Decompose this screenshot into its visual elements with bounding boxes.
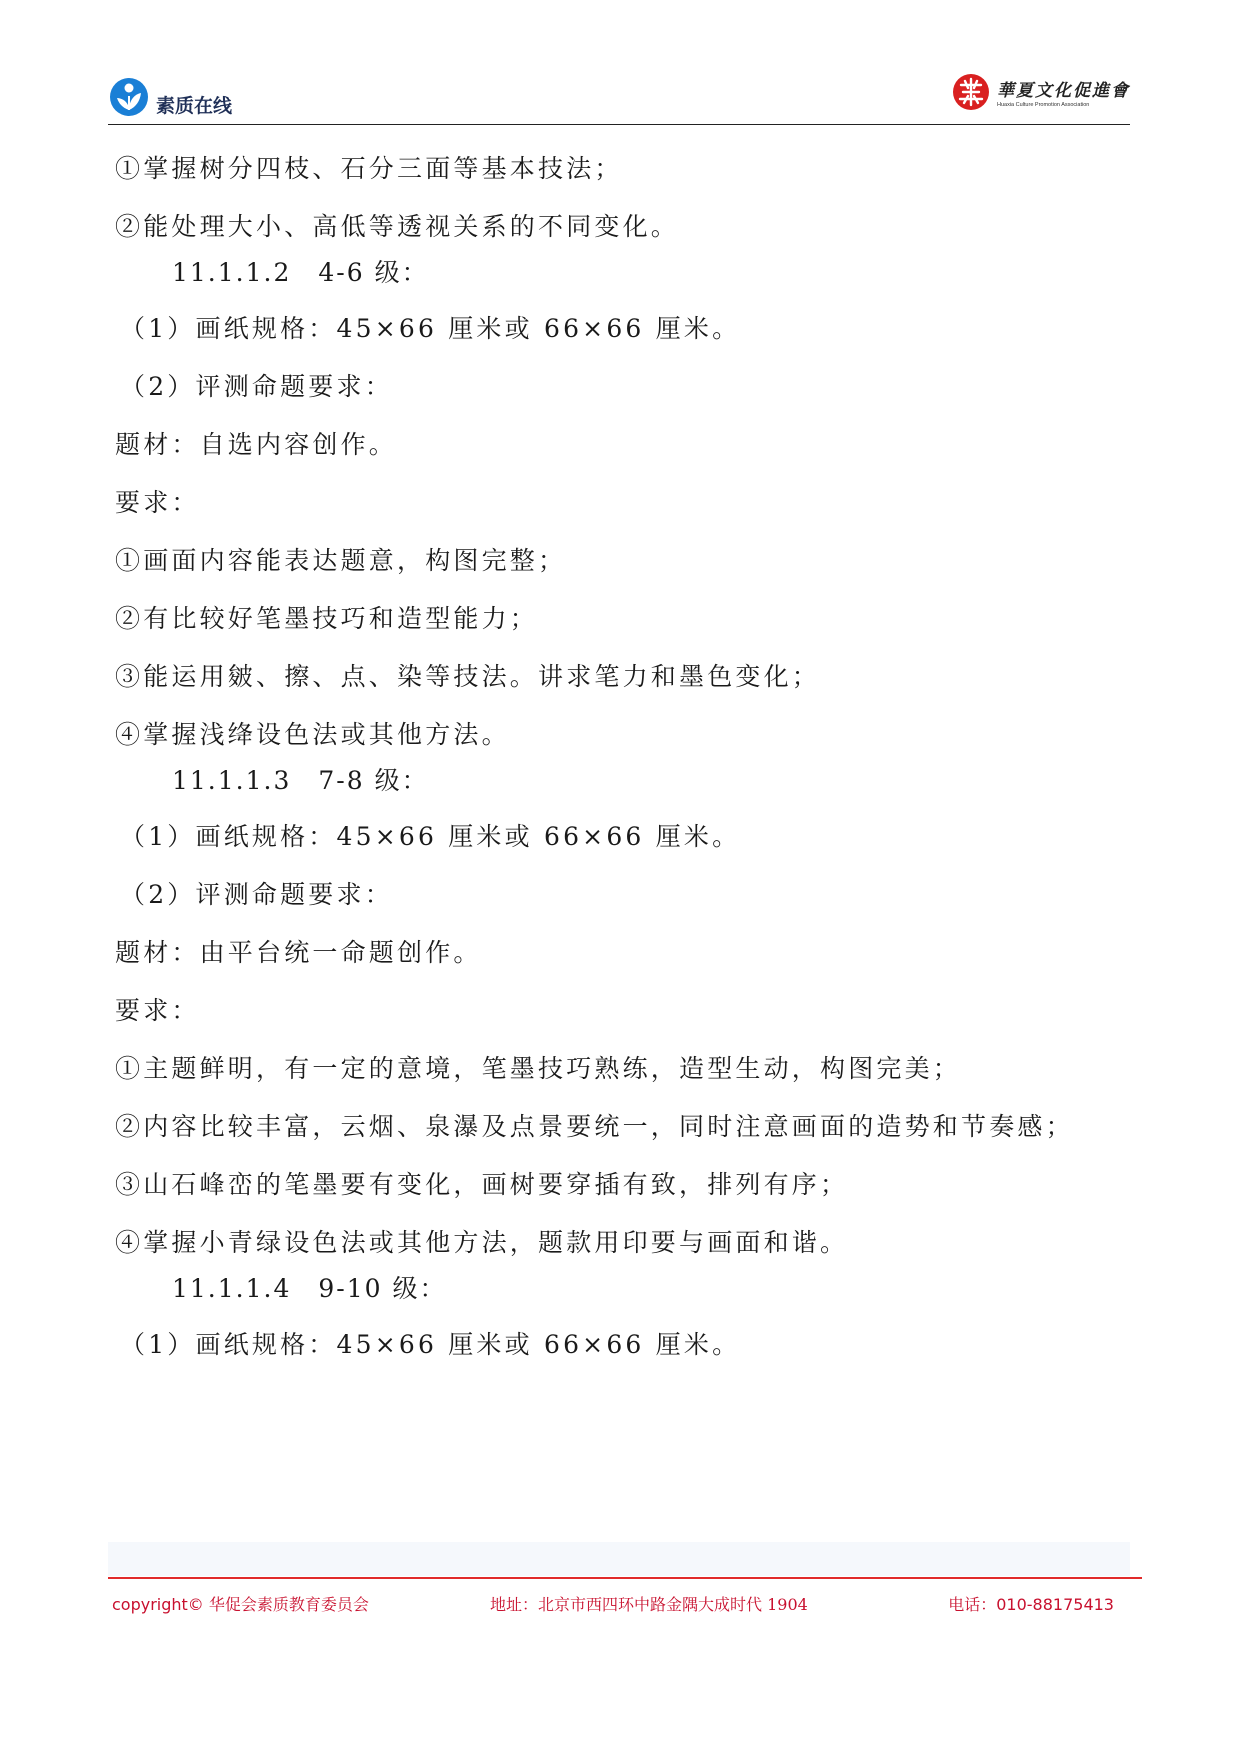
footer-address: 地址：北京市西四环中路金隅大成时代 1904 (490, 1595, 808, 1614)
footer-band (108, 1542, 1130, 1576)
body-line: ①掌握树分四枝、石分三面等基本技法； (115, 154, 623, 183)
body-line: （1）画纸规格：45×66 厘米或 66×66 厘米。 (120, 1330, 741, 1359)
body-line: ③能运用皴、擦、点、染等技法。讲求笔力和墨色变化； (115, 662, 821, 691)
body-line: ①画面内容能表达题意，构图完整； (115, 546, 567, 575)
body-line: ①主题鲜明，有一定的意境，笔墨技巧熟练，造型生动，构图完美； (115, 1054, 962, 1083)
body-line: ②有比较好笔墨技巧和造型能力； (115, 604, 539, 633)
body-line: ④掌握浅绛设色法或其他方法。 (115, 720, 510, 749)
body-line: ④掌握小青绿设色法或其他方法，题款用印要与画面和谐。 (115, 1228, 849, 1257)
page-header (108, 72, 1130, 125)
footer-copyright: copyright© 华促会素质教育委员会 (112, 1595, 369, 1614)
footer-divider (108, 1577, 1142, 1579)
body-line: 要求： (115, 488, 200, 517)
body-line: （2）评测命题要求： (120, 372, 393, 401)
body-line: 要求： (115, 996, 200, 1025)
section-heading: 11.1.1.2 4-6 级： (172, 258, 429, 287)
huaxia-association-logo (951, 72, 1130, 112)
red-seal-icon (951, 72, 991, 112)
body-line: （1）画纸规格：45×66 厘米或 66×66 厘米。 (120, 314, 741, 343)
leaf-drop-icon (108, 76, 150, 118)
footer-phone: 电话：010-88175413 (948, 1595, 1114, 1614)
huaxia-association-english-name: Huaxia Culture Promotion Association (997, 102, 1090, 108)
body-line: ③山石峰峦的笔墨要有变化，画树要穿插有致，排列有序； (115, 1170, 849, 1199)
suzhi-online-logo (108, 76, 232, 118)
body-line: （2）评测命题要求： (120, 880, 393, 909)
suzhi-online-logo-text: 素质在线 (156, 94, 233, 117)
body-line: 题材：自选内容创作。 (115, 430, 398, 459)
section-heading: 11.1.1.4 9-10 级： (172, 1274, 447, 1303)
body-line: 题材：由平台统一命题创作。 (115, 938, 482, 967)
body-line: ②能处理大小、高低等透视关系的不同变化。 (115, 212, 680, 241)
body-line: ②内容比较丰富，云烟、泉瀑及点景要统一，同时注意画面的造势和节奏感； (115, 1112, 1074, 1141)
section-heading: 11.1.1.3 7-8 级： (172, 766, 429, 795)
page-footer (108, 1590, 1142, 1620)
huaxia-association-name: 華夏文化促進會 (997, 81, 1130, 101)
body-line: （1）画纸规格：45×66 厘米或 66×66 厘米。 (120, 822, 741, 851)
